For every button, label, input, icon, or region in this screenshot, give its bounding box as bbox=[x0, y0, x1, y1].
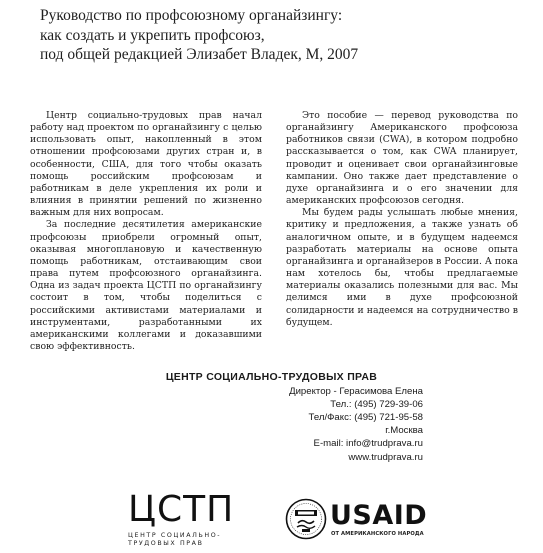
usaid-tagline: ОТ АМЕРИКАНСКОГО НАРОДА bbox=[331, 531, 424, 537]
cstp-logo-mark: ЦСТП bbox=[128, 489, 235, 530]
title-line-3: под общей редакцией Элизабет Владек, М, 2007 bbox=[40, 46, 359, 63]
title-line-2: как создать и укрепить профсоюз, bbox=[40, 26, 265, 44]
usaid-seal-icon bbox=[285, 498, 327, 540]
usaid-wordmark: USAID bbox=[330, 500, 428, 531]
email-line: E-mail: info@trudprava.ru bbox=[313, 438, 423, 450]
usaid-logo bbox=[285, 498, 435, 542]
fax-line: Тел/Факс: (495) 721-95-58 bbox=[308, 412, 423, 424]
right-paragraph-1: Это пособие — перевод руководства по органайзингу Американского профсоюза работников связи (CWA), в котором подробно рассказывается о том, как CWA планирует, проводит и оценивает свои органайзинговые кампании. Оно также дает представление о духе органайзинга и о его значении для американских профсоюзов сегодня. bbox=[286, 110, 518, 207]
left-paragraph-1: Центр социально-трудовых прав начал работу над проектом по органайзингу с целью использовать опыт, накопленный в этом отношении профсоюзами других стран и, в особенности, США, для того чтобы оказать помощь российским профсоюзам и работникам в деле укрепления их роли и влияния в принятии решений по жизненно важным для них вопросам. bbox=[30, 110, 262, 219]
document-title bbox=[40, 6, 520, 65]
right-paragraph-2: Мы будем рады услышать любые мнения, критику и предложения, а также узнать об аналогичном опыте, и в будущем надеемся разработать материалы на основе опыта органайзинга и органайзеров в России. А пока нам хотелось бы, чтобы предлагаемые материалы оказались полезными для вас. Мы делимся ими в духе профсоюзной солидарности и надеемся на сотрудничество в будущем. bbox=[286, 207, 518, 328]
website-line: www.trudprava.ru bbox=[348, 451, 423, 463]
cstp-logo bbox=[128, 489, 235, 548]
organization-contacts bbox=[120, 371, 423, 464]
cstp-logo-caption-1: ЦЕНТР СОЦИАЛЬНО- bbox=[128, 532, 222, 539]
city-line: г.Москва bbox=[385, 425, 423, 437]
phone-line: Тел.: (495) 729-39-06 bbox=[330, 399, 423, 411]
left-column bbox=[30, 110, 262, 353]
director-line: Директор - Герасимова Елена bbox=[289, 386, 423, 398]
organization-name: ЦЕНТР СОЦИАЛЬНО-ТРУДОВЫХ ПРАВ bbox=[165, 371, 378, 383]
title-line-1: Руководство по профсоюзному органайзингу: bbox=[40, 7, 343, 24]
cstp-logo-caption-2: ТРУДОВЫХ ПРАВ bbox=[128, 540, 204, 547]
right-column bbox=[286, 110, 518, 329]
left-paragraph-2: За последние десятилетия американские профсоюзы приобрели огромный опыт, оказывая многоплановую и качественную помощь работникам, отстаивающим свои права путем профсоюзного органайзинга. Одна из задач проекта ЦСТП по органайзингу состоит в том, чтобы поделиться с российскими активистами материалами и инструментами, разработанными их американскими коллегами и доказавшими свою эффективность. bbox=[30, 219, 262, 352]
